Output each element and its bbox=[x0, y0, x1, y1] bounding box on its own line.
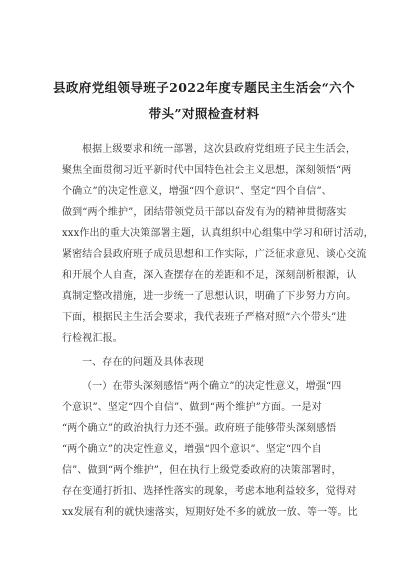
paragraph-line: 下面，根据民主生活会要求，我代表班子严格对照“六个带头”进 bbox=[62, 312, 347, 323]
document-title-line-1: 县政府党组领导班子2022年度专题民主生活会“六个 bbox=[53, 80, 355, 95]
paragraph-line: 聚焦全面贯彻习近平新时代中国特色社会主义思想，深刻领悟“两 bbox=[62, 165, 352, 176]
paragraph-line: 存在变通打折扣、选择性落实的现象，考虑本地利益较多，觉得对 bbox=[62, 486, 357, 497]
paragraph-line: xx发展有利的就快速落实，短期好处不多的就放一放、等一等。比 bbox=[62, 507, 358, 518]
paragraph-line: “两个确立”的政治执行力还不强。政府班子能够带头深刻感悟 bbox=[62, 423, 337, 434]
paragraph-line: 真制定整改措施，进一步统一了思想认识，明确了下步努力方向。 bbox=[62, 291, 357, 302]
paragraph-line: 根据上级要求和统一部署，这次县政府党组班子民主生活会， bbox=[82, 144, 357, 155]
paragraph-line: 个意识”、坚定“四个自信”、做到“两个维护”方面。一是对 bbox=[62, 402, 322, 413]
paragraph-line: （一）在带头深刻感悟“两个确立”的决定性意义，增强“四 bbox=[82, 381, 342, 392]
section-heading: 一、存在的问题及具体表现 bbox=[82, 357, 204, 368]
paragraph-line: 行检视汇报。 bbox=[62, 333, 123, 344]
paragraph-line: 做到“两个维护”，团结带领党员干部以奋发有为的精神贯彻落实 bbox=[62, 207, 347, 218]
paragraph-line: 信”、做到“两个维护”，但在执行上级党委政府的决策部署时， bbox=[62, 465, 342, 476]
paragraph-line: 个确立”的决定性意义，增强“四个意识”、坚定“四个自信”、 bbox=[62, 186, 332, 197]
paragraph-line: 和开展个人自查，深入查摆存在的差距和不足，深刻剖析根源，认 bbox=[62, 270, 357, 281]
paragraph-line: xxx作出的重大决策部署主题，认真组织中心组集中学习和研讨活动， bbox=[62, 228, 374, 239]
paragraph-line: 紧密结合县政府班子成员思想和工作实际，广泛征求意见、谈心交流 bbox=[62, 249, 367, 260]
document-title-line-2: 带头”对照检查材料 bbox=[148, 106, 260, 121]
paragraph-line: “两个确立”的决定性意义，增强“四个意识”、坚定“四个自 bbox=[62, 444, 322, 455]
